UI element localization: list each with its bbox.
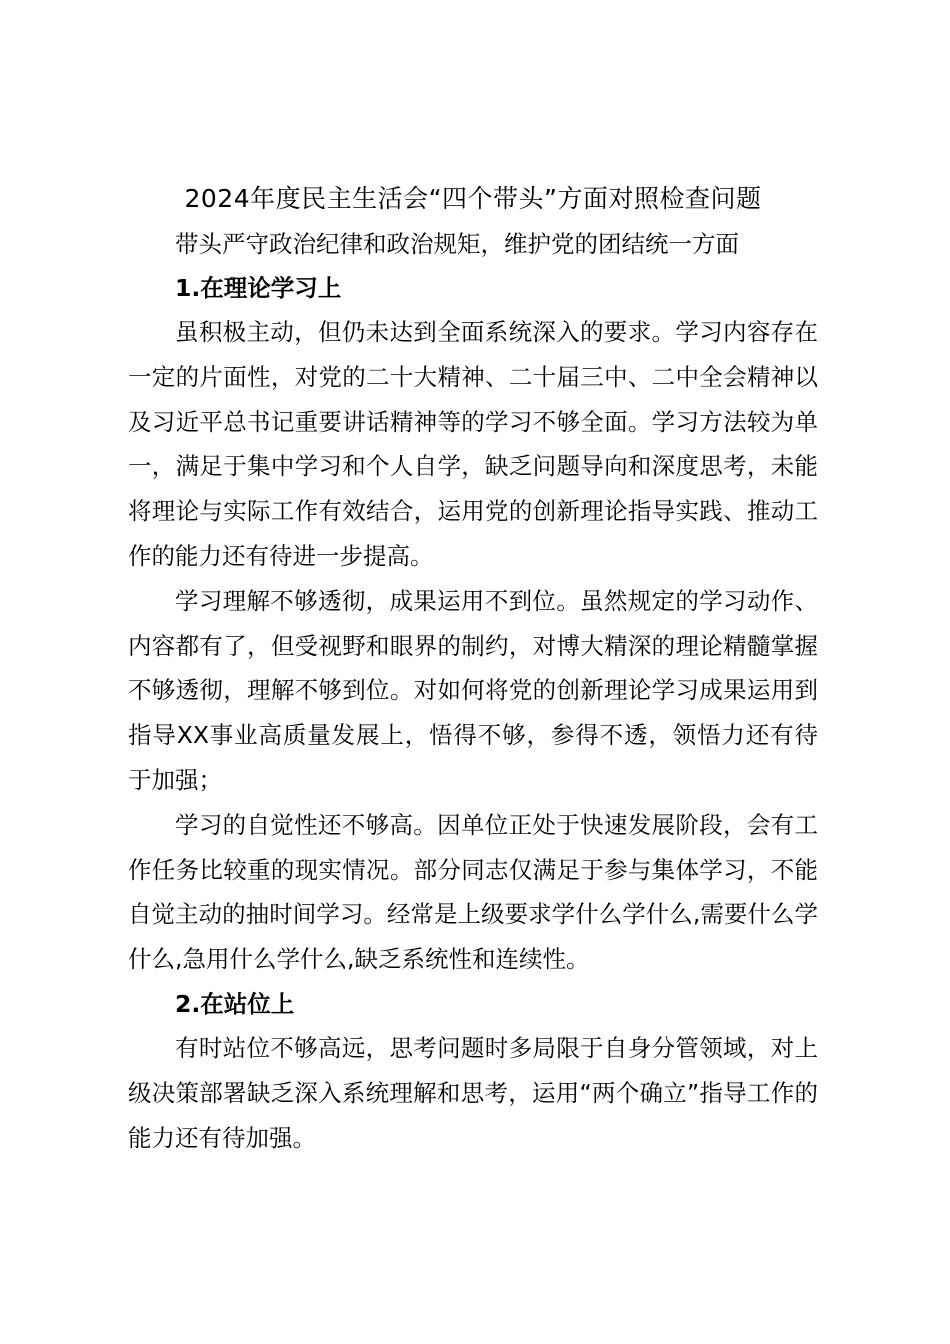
paragraph-1-1: 虽积极主动，但仍未达到全面系统深入的要求。学习内容存在一定的片面性，对党的二十大精神、二十届三中、二中全会精神以及习近平总书记重要讲话精神等的学习不够全面。学习方法较为单一，满足于集中学习和个人自学，缺乏问题导向和深度思考，未能将理论与实际工作有效结合，运用党的创新理论指导实践、推动工作的能力还有待进一步提高。: [128, 318, 818, 570]
document-subheading: 带头严守政治纪律和政治规矩，维护党的团结统一方面: [175, 230, 739, 258]
document-body: [128, 176, 818, 1160]
paragraph-2-1: 有时站位不够高远，思考问题时多局限于自身分管领域，对上级决策部署缺乏深入系统理解和思考，运用“两个确立”指导工作的能力还有待加强。: [128, 1033, 818, 1152]
paragraph-1-3: 学习的自觉性还不够高。因单位正处于快速发展阶段，会有工作任务比较重的现实情况。部分同志仅满足于参与集体学习，不能自觉主动的抽时间学习。经常是上级要求学什么学什么,需要什么学什么,急用什么学什么,缺乏系统性和连续性。: [128, 810, 818, 974]
paragraph-1-2: 学习理解不够透彻，成果运用不到位。虽然规定的学习动作、内容都有了，但受视野和眼界的制约，对博大精深的理论精髓掌握不够透彻，理解不够到位。对如何将党的创新理论学习成果运用到指导XX事业高质量发展上，悟得不够，参得不透，领悟力还有待于加强；: [128, 586, 818, 794]
section-heading-2: 2.在站位上: [175, 989, 295, 1018]
document-title: 2024年度民主生活会“四个带头”方面对照检查问题: [184, 184, 762, 213]
section-heading-1: 1.在理论学习上: [175, 274, 342, 302]
